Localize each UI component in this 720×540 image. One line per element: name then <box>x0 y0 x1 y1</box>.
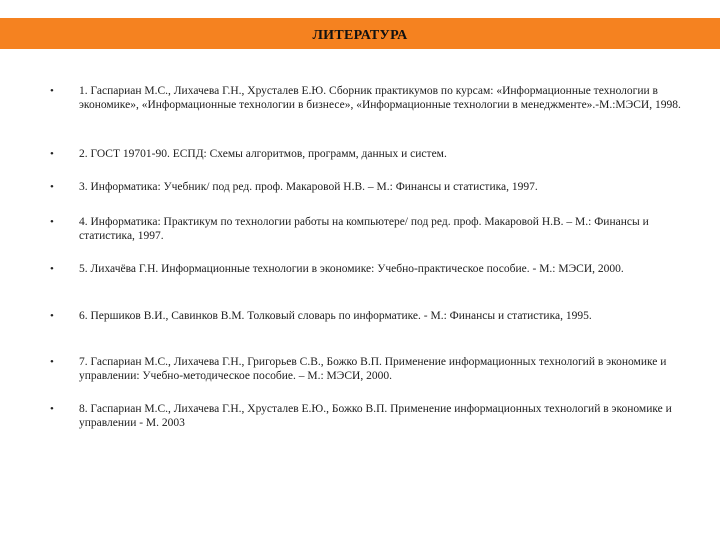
reference-text: 4. Информатика: Практикум по технологии работы на компьютере/ под ред. проф. Макаровой Н.В. – М.: Финансы и статистика, 1997. <box>79 216 649 242</box>
bullet-icon: • <box>50 310 54 322</box>
reference-text: 1. Гаспариан М.С., Лихачева Г.Н., Хрусталев Е.Ю. Сборник практикумов по курсам: «Информационные технологии в экономике», «Информационные технологии в бизнесе», «Информационные технологии в менеджменте».-М.:МЭСИ, 1998. <box>79 85 681 111</box>
reference-text: 5. Лихачёва Г.Н. Информационные технологии в экономике: Учебно-практическое пособие. - М.: МЭСИ, 2000. <box>79 263 624 275</box>
reference-text: 6. Першиков В.И., Савинков В.М. Толковый словарь по информатике. - М.: Финансы и статистика, 1995. <box>79 310 592 322</box>
bullet-icon: • <box>50 85 54 97</box>
bullet-icon: • <box>50 356 54 368</box>
reference-text: 2. ГОСТ 19701-90. ЕСПД: Схемы алгоритмов, программ, данных и систем. <box>79 148 447 160</box>
bullet-icon: • <box>50 216 54 228</box>
reference-text: 8. Гаспариан М.С., Лихачева Г.Н., Хрусталев Е.Ю., Божко В.П. Применение информационных технологий в экономике и управлении - М. 2003 <box>79 403 672 429</box>
page-title: ЛИТЕРАТУРА <box>312 27 408 43</box>
bullet-icon: • <box>50 148 54 160</box>
bullet-icon: • <box>50 263 54 275</box>
bullet-icon: • <box>50 181 54 193</box>
reference-text: 7. Гаспариан М.С., Лихачева Г.Н., Григорьев С.В., Божко В.П. Применение информационных технологий в экономике и управлении: Учебно-методическое пособие. – М.: МЭСИ, 2000. <box>79 356 667 382</box>
bullet-icon: • <box>50 403 54 415</box>
reference-text: 3. Информатика: Учебник/ под ред. проф. Макаровой Н.В. – М.: Финансы и статистика, 1997. <box>79 181 538 193</box>
